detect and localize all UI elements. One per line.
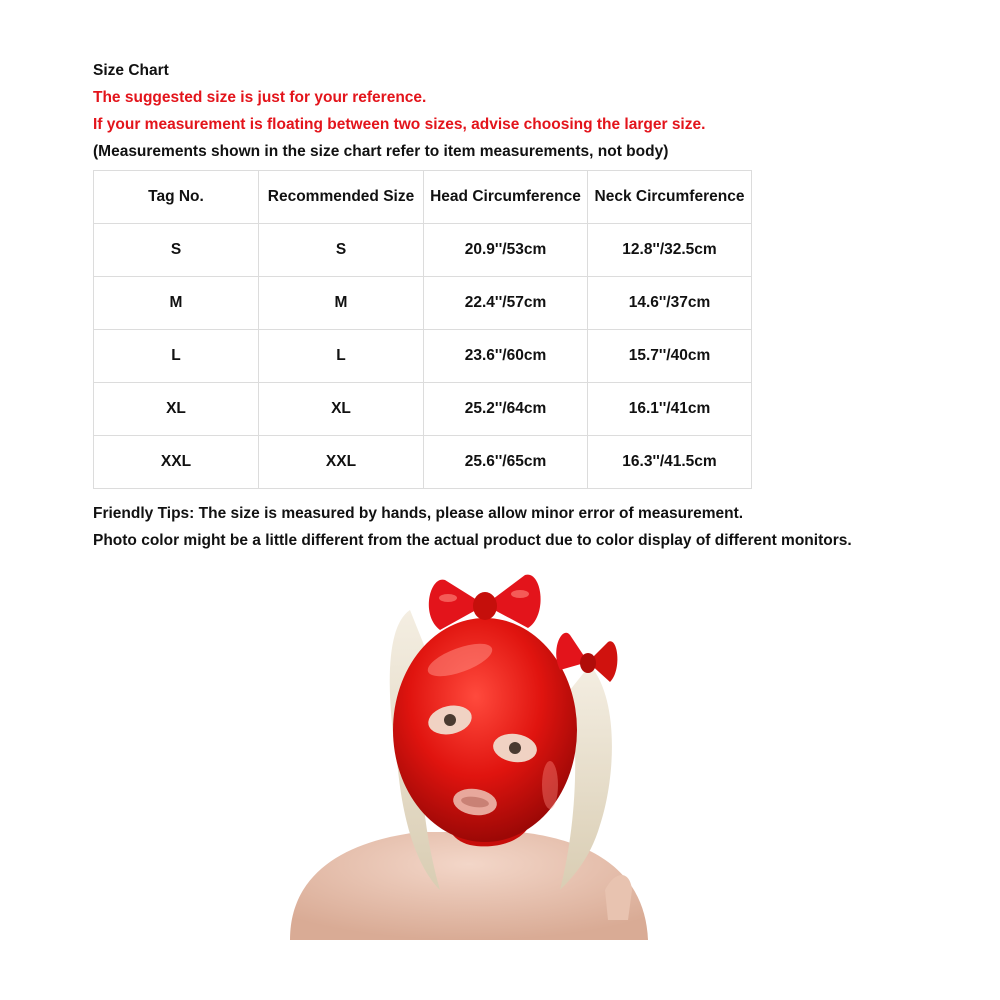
table-header-row xyxy=(94,171,752,224)
column-header-neck-circumference: Neck Circumference xyxy=(588,171,752,224)
page-title: Size Chart xyxy=(93,62,169,79)
cell-tag-no: XL xyxy=(94,383,259,436)
cell-neck-circumference: 15.7''/40cm xyxy=(588,330,752,383)
table-row xyxy=(94,330,752,383)
friendly-tip: Friendly Tips: The size is measured by hands, please allow minor error of measurement. xyxy=(93,505,744,522)
table-row xyxy=(94,224,752,277)
cell-recommended-size: S xyxy=(259,224,424,277)
cell-recommended-size: XXL xyxy=(259,436,424,489)
right-eye-shape xyxy=(509,742,521,754)
cell-recommended-size: L xyxy=(259,330,424,383)
measurement-note: (Measurements shown in the size chart refer to item measurements, not body) xyxy=(93,143,669,160)
reference-notice: The suggested size is just for your reference. xyxy=(93,89,427,106)
cell-tag-no: XXL xyxy=(94,436,259,489)
cell-head-circumference: 23.6''/60cm xyxy=(424,330,588,383)
cell-neck-circumference: 14.6''/37cm xyxy=(588,277,752,330)
cell-neck-circumference: 12.8''/32.5cm xyxy=(588,224,752,277)
color-disclaimer: Photo color might be a little different from the actual product due to color display of different monitors. xyxy=(93,532,852,549)
table-row xyxy=(94,277,752,330)
cell-head-circumference: 20.9''/53cm xyxy=(424,224,588,277)
column-header-recommended-size: Recommended Size xyxy=(259,171,424,224)
column-header-tag-no: Tag No. xyxy=(94,171,259,224)
cell-head-circumference: 25.6''/65cm xyxy=(424,436,588,489)
shoulders-shape xyxy=(290,832,648,940)
hood-side-highlight xyxy=(542,761,558,809)
table-row xyxy=(94,383,752,436)
cell-recommended-size: M xyxy=(259,277,424,330)
cell-neck-circumference: 16.1''/41cm xyxy=(588,383,752,436)
cell-head-circumference: 22.4''/57cm xyxy=(424,277,588,330)
cell-tag-no: M xyxy=(94,277,259,330)
column-header-head-circumference: Head Circumference xyxy=(424,171,588,224)
cell-tag-no: S xyxy=(94,224,259,277)
table-row xyxy=(94,436,752,489)
size-table xyxy=(93,170,752,489)
cell-recommended-size: XL xyxy=(259,383,424,436)
left-eye-shape xyxy=(444,714,456,726)
cell-head-circumference: 25.2''/64cm xyxy=(424,383,588,436)
cell-neck-circumference: 16.3''/41.5cm xyxy=(588,436,752,489)
larger-size-notice: If your measurement is floating between two sizes, advise choosing the larger size. xyxy=(93,116,706,133)
cell-tag-no: L xyxy=(94,330,259,383)
product-photo xyxy=(270,570,670,940)
